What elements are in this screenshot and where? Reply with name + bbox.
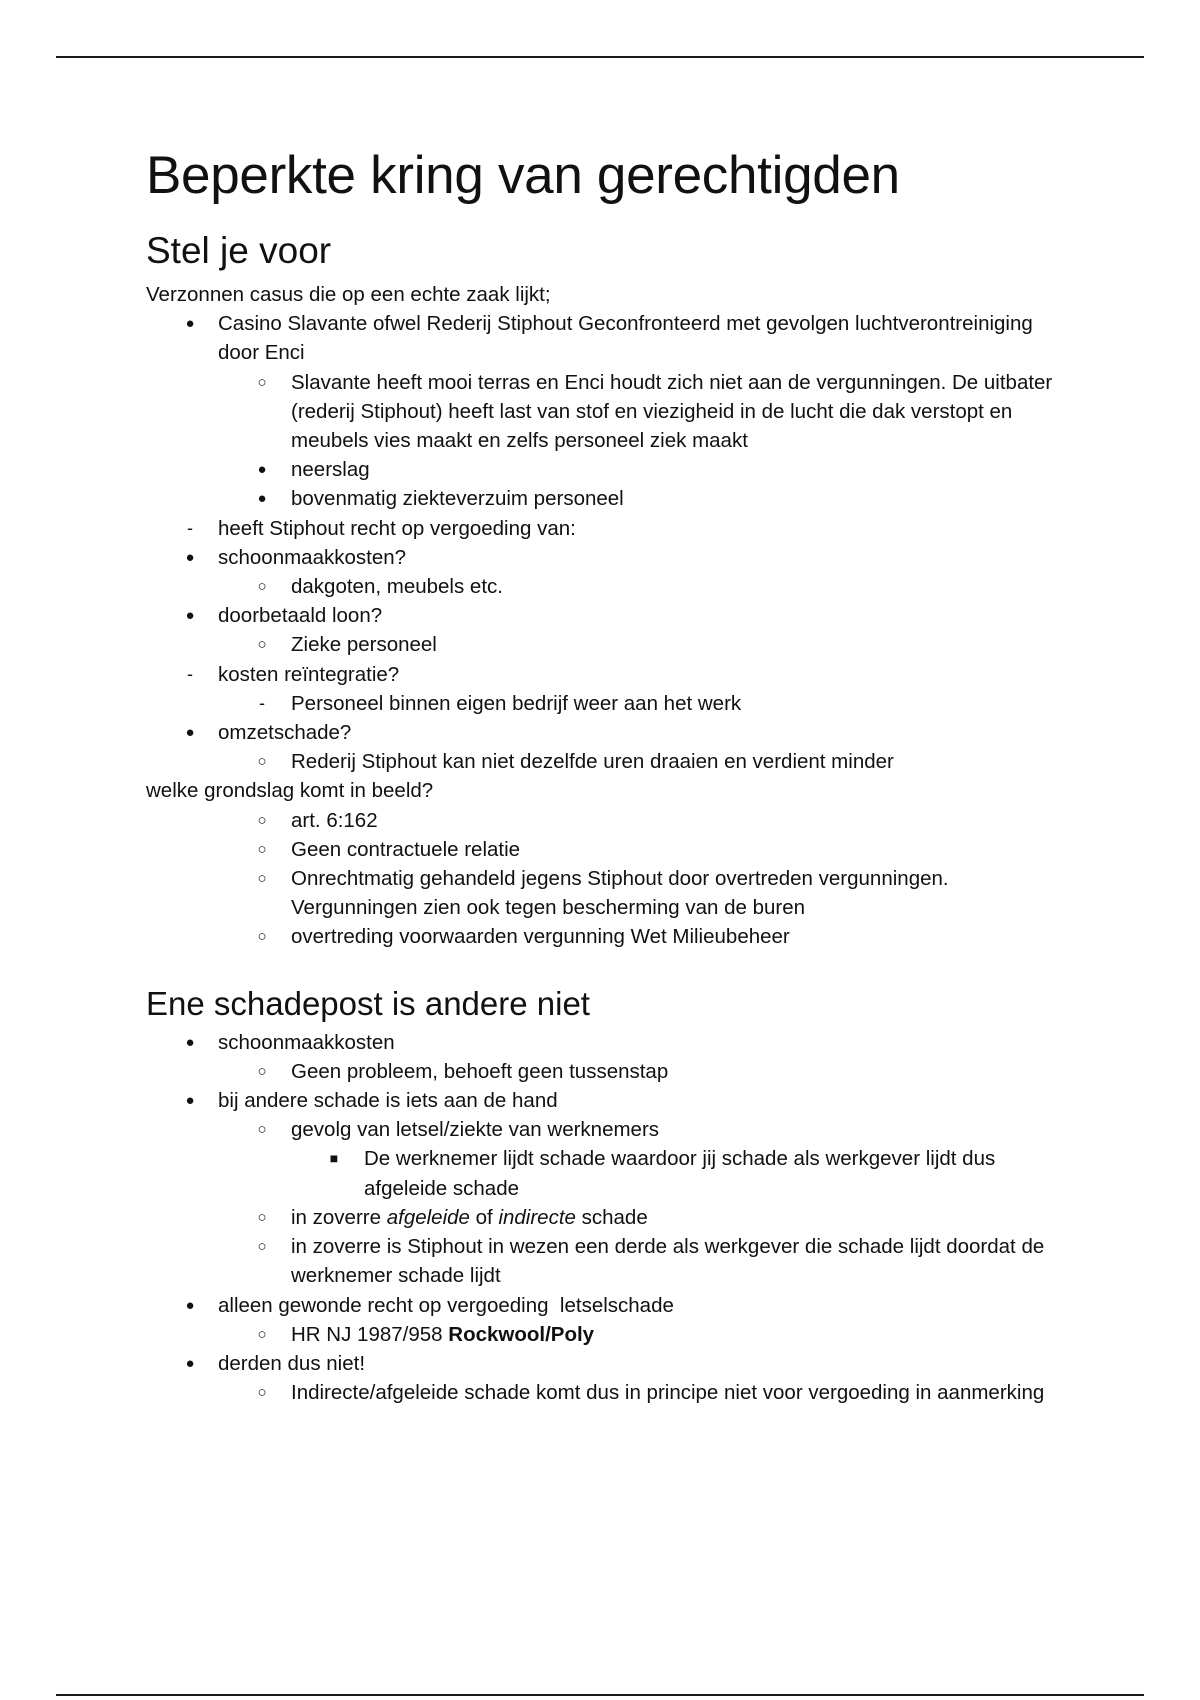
list-item: ○ in zoverre is Stiphout in wezen een derde als werkgever die schade lijdt doordat de werknemer schade lijdt — [146, 1232, 1066, 1290]
circle-bullet-icon: ○ — [257, 1208, 267, 1226]
document-page — [146, 140, 1066, 1407]
circle-bullet-icon: ○ — [257, 753, 267, 771]
list-item: ○ in zoverre afgeleide of indirecte schade — [146, 1203, 1066, 1232]
bullet-icon: ● — [185, 1354, 195, 1372]
top-rule — [56, 56, 1144, 58]
dash-bullet-icon: - — [187, 663, 193, 684]
list-item: ○ Geen contractuele relatie — [146, 835, 1066, 864]
dash-bullet-icon: - — [187, 517, 193, 538]
list-item: ● derden dus niet! — [146, 1349, 1066, 1378]
bullet-icon: ● — [185, 315, 195, 333]
list-item: ● bij andere schade is iets aan de hand — [146, 1086, 1066, 1115]
circle-bullet-icon: ○ — [257, 811, 267, 829]
list-item: ● doorbetaald loon? — [146, 601, 1066, 630]
bullet-icon: ● — [185, 607, 195, 625]
list-item: ○ art. 6:162 — [146, 806, 1066, 835]
section-heading-schadepost: Ene schadepost is andere niet — [146, 984, 590, 1022]
circle-bullet-icon: ○ — [257, 928, 267, 946]
bullet-icon: ● — [185, 724, 195, 742]
circle-bullet-icon: ○ — [257, 1238, 267, 1256]
square-bullet-icon: ■ — [329, 1150, 339, 1167]
bottom-rule — [56, 1694, 1144, 1696]
list-item: ○ Zieke personeel — [146, 630, 1066, 659]
grondslag-text: welke grondslag komt in beeld? — [146, 779, 434, 803]
list-item: ● neerslag — [146, 455, 1066, 484]
list-item: ● schoonmaakkosten? — [146, 543, 1066, 572]
list-item: ● bovenmatig ziekteverzuim personeel — [146, 484, 1066, 513]
section-heading-stel-je-voor: Stel je voor — [146, 230, 332, 271]
circle-bullet-icon: ○ — [257, 1384, 267, 1402]
circle-bullet-icon: ○ — [257, 578, 267, 596]
list-item: ○ Slavante heeft mooi terras en Enci houdt zich niet aan de vergunningen. De uitbater (rederij Stiphout) heeft last van stof en viezigheid in de lucht die dak verstopt en meubels vies maakt en zelfs personeel ziek maakt — [146, 368, 1066, 456]
dash-bullet-icon: - — [259, 692, 265, 713]
bullet-icon: ● — [185, 1296, 195, 1314]
circle-bullet-icon: ○ — [257, 373, 267, 391]
bullet-icon: ● — [257, 490, 267, 508]
bullet-icon: ● — [185, 1033, 195, 1051]
list-item: - heeft Stiphout recht op vergoeding van: — [146, 514, 1066, 543]
intro-text: Verzonnen casus die op een echte zaak lijkt; — [146, 283, 551, 306]
list-item: ● schoonmaakkosten — [146, 1028, 1066, 1057]
list-item: ● omzetschade? — [146, 718, 1066, 747]
bullet-icon: ● — [257, 461, 267, 479]
list-item: ○ HR NJ 1987/958 Rockwool/Poly — [146, 1320, 1066, 1349]
list-item: ● Casino Slavante ofwel Rederij Stiphout Geconfronteerd met gevolgen luchtverontreiniging door Enci — [146, 309, 1066, 367]
circle-bullet-icon: ○ — [257, 1121, 267, 1139]
circle-bullet-icon: ○ — [257, 1325, 267, 1343]
list-item: ○ Indirecte/afgeleide schade komt dus in principe niet voor vergoeding in aanmerking — [146, 1378, 1066, 1407]
list-item: ■ De werknemer lijdt schade waardoor jij schade als werkgever lijdt dus afgeleide schade — [146, 1144, 1066, 1202]
circle-bullet-icon: ○ — [257, 840, 267, 858]
list-item: ○ dakgoten, meubels etc. — [146, 572, 1066, 601]
list-item: - kosten reïntegratie? — [146, 660, 1066, 689]
list-item: ○ Rederij Stiphout kan niet dezelfde uren draaien en verdient minder — [146, 747, 1066, 776]
list-item: ● alleen gewonde recht op vergoeding letselschade — [146, 1291, 1066, 1320]
circle-bullet-icon: ○ — [257, 870, 267, 888]
page-title: Beperkte kring van gerechtigden — [146, 146, 900, 205]
list-item: ○ Onrechtmatig gehandeld jegens Stiphout door overtreden vergunningen. Vergunningen zien ook tegen bescherming van de buren — [146, 864, 1066, 922]
circle-bullet-icon: ○ — [257, 636, 267, 654]
bullet-icon: ● — [185, 1092, 195, 1110]
list-item: ○ gevolg van letsel/ziekte van werknemers — [146, 1115, 1066, 1144]
list-item: ○ Geen probleem, behoeft geen tussenstap — [146, 1057, 1066, 1086]
list-item: ○ overtreding voorwaarden vergunning Wet Milieubeheer — [146, 922, 1066, 951]
list-item: - Personeel binnen eigen bedrijf weer aan het werk — [146, 689, 1066, 718]
circle-bullet-icon: ○ — [257, 1062, 267, 1080]
bullet-icon: ● — [185, 548, 195, 566]
